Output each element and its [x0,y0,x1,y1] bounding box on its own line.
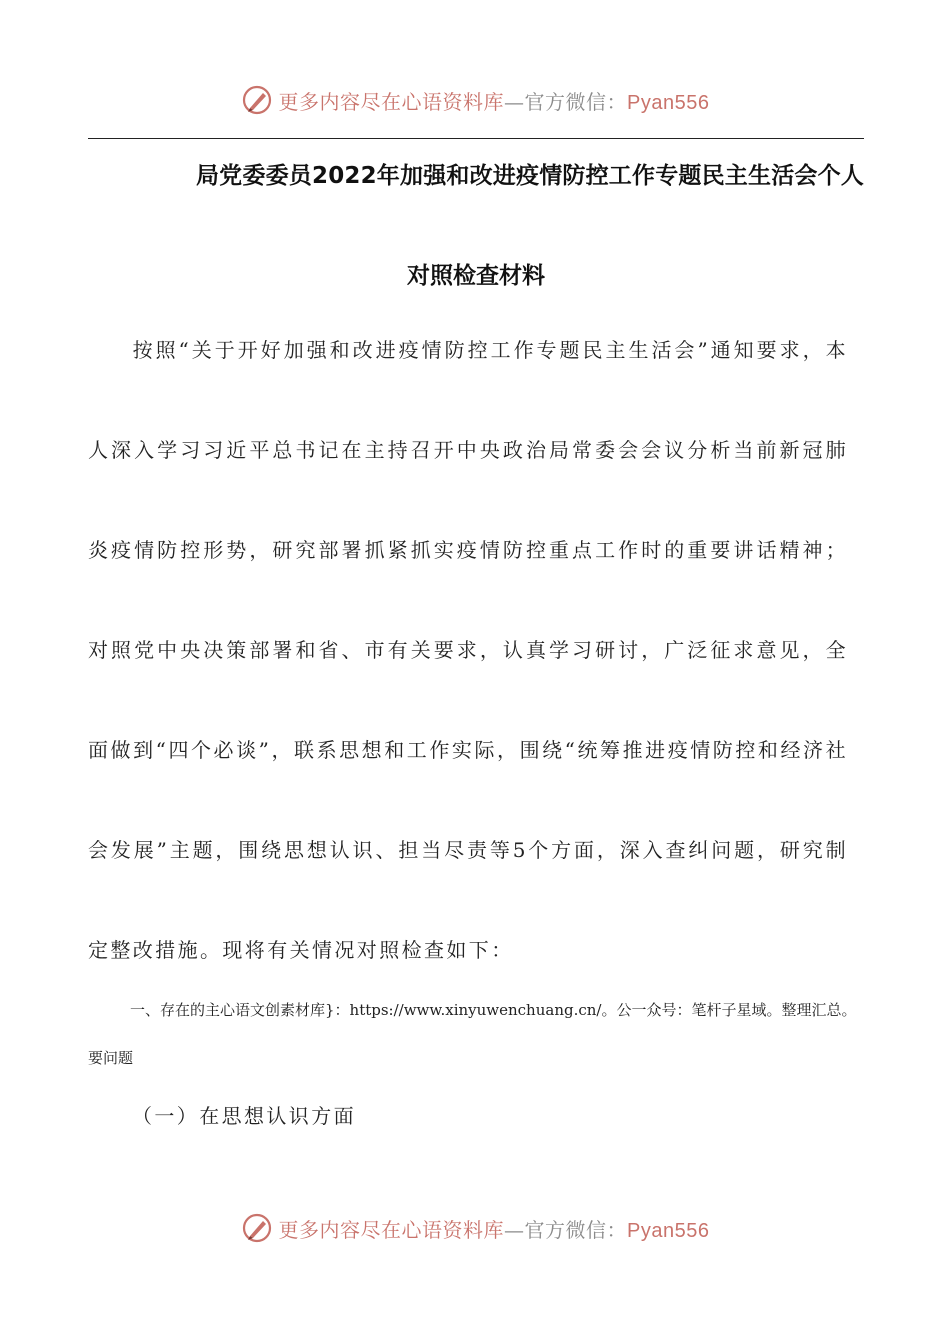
intro-paragraph [88,300,848,1000]
banner-wechat-id: Pyan556 [627,91,710,114]
banner-text [279,86,710,115]
footer-banner-separator: — [504,1217,525,1242]
header-banner [0,84,950,116]
banner-main-text: 更多内容尽在心语资料库 [278,89,505,114]
footer-banner-text [279,1214,710,1243]
footer-banner-wechat-id: Pyan556 [627,1219,710,1242]
banner-wechat-label: 官方微信： [524,89,628,114]
section-1-heading [88,986,858,1082]
footer-banner-main-text: 更多内容尽在心语资料库 [278,1217,505,1242]
subsection-1-heading: （一）在思想认识方面 [132,1104,356,1128]
document-title-line-2: 对照检查材料 [407,263,545,289]
document-title-line-1: 局党委委员2022年加强和改进疫情防控工作专题民主生活会个人 [195,163,864,189]
intro-paragraph-text: 按照“关于开好加强和改进疫情防控工作专题民主生活会”通知要求，本人深入学习习近平总书记在主持召开中央政治局常委会会议分析当前新冠肺炎疫情防控形势，研究部署抓紧抓实疫情防控重点工作时的重要讲话精神；对照党中央决策部署和省、市有关要求，认真学习研讨，广泛征求意见，全面做到“四个必谈”，联系思想和工作实际，围绕“统筹推进疫情防控和经济社会发展”主题，围绕思想认识、担当尽责等5个方面，深入查纠问题，研究制定整改措施。现将有关情况对照检查如下： [88,338,848,962]
pen-logo-icon [241,1212,273,1244]
section-1-text: 一、存在的主心语文创素材库}：https://www.xinyuwenchuang.cn/。公一众号：笔杆子星域。整理汇总。要问题 [88,1001,857,1067]
banner-separator: — [504,89,525,114]
header-divider [88,138,864,139]
pen-logo-icon [241,84,273,116]
footer-banner-wechat-label: 官方微信： [524,1217,628,1242]
footer-banner [0,1212,950,1244]
